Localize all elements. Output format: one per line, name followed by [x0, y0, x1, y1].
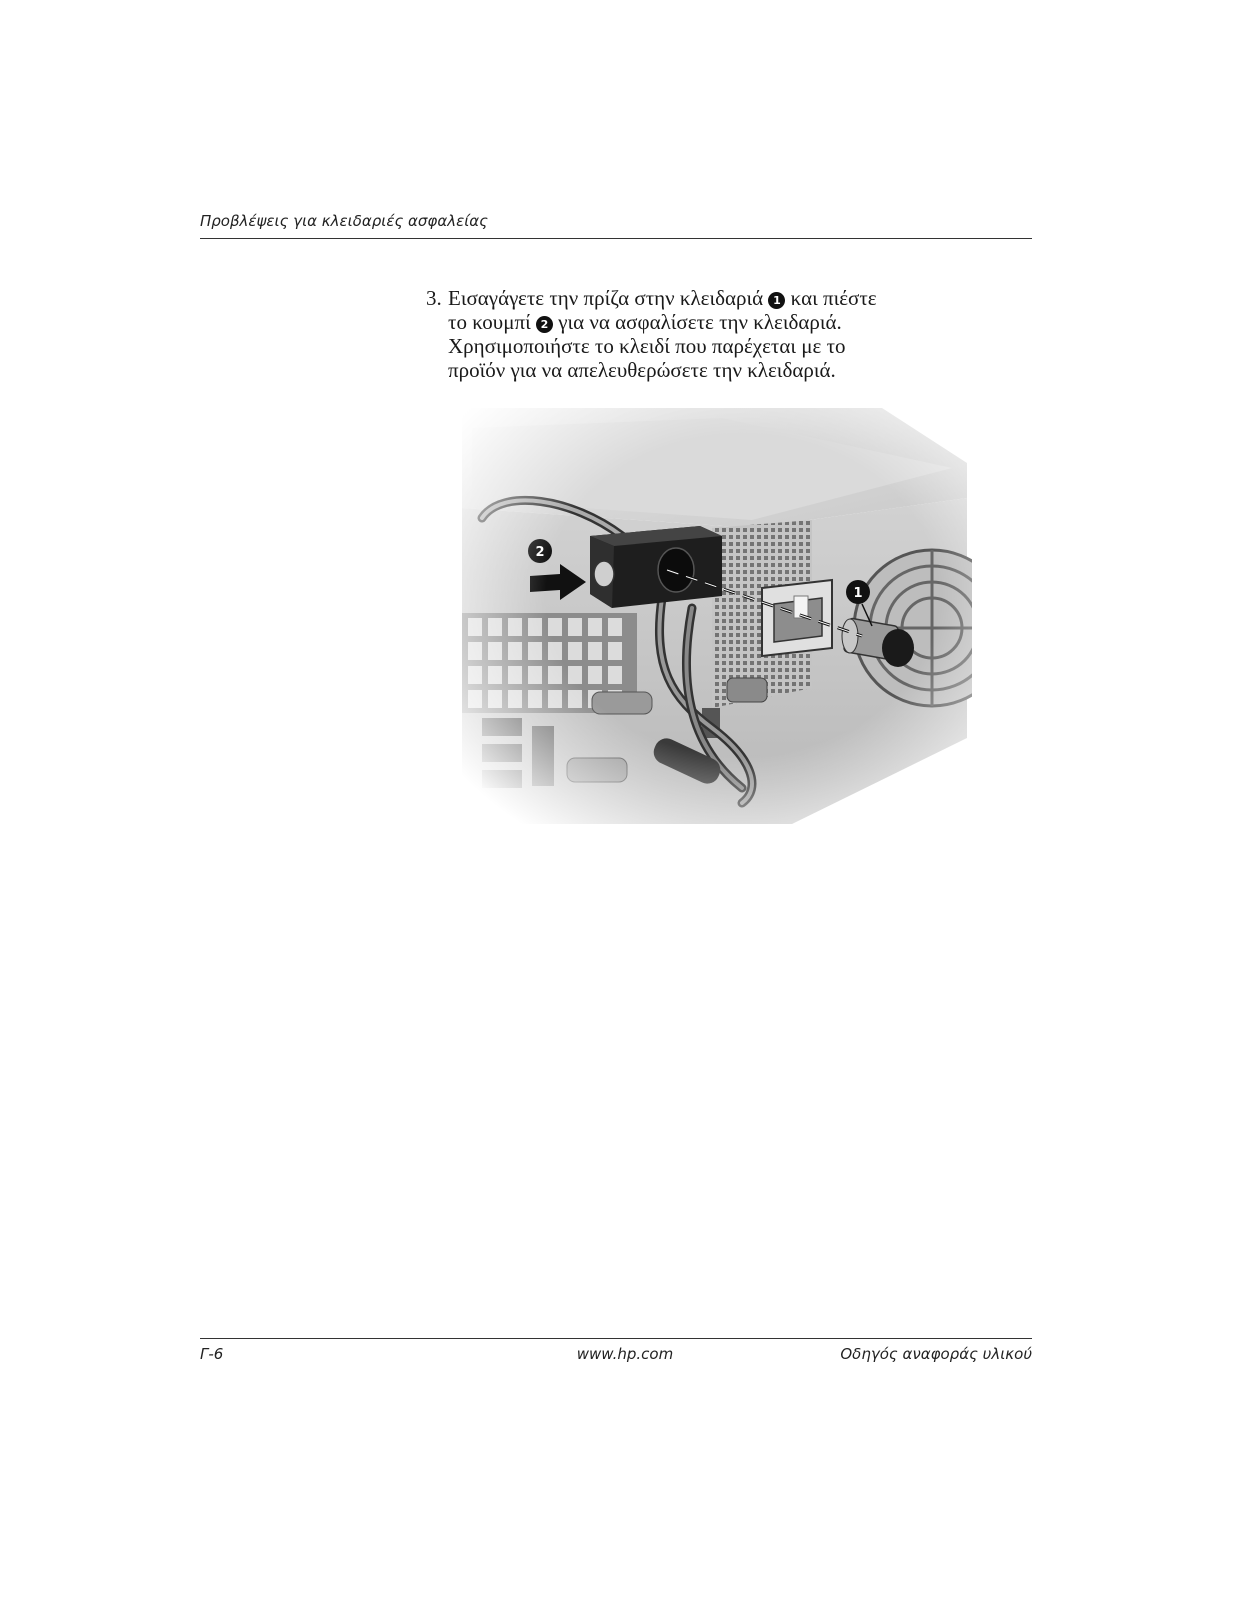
step-line-1-start: Εισαγάγετε την πρίζα στην κλειδαριά	[448, 286, 764, 310]
callout-2-badge: 2	[536, 316, 553, 333]
step-line-1	[448, 286, 986, 310]
cable-lock-illustration	[462, 408, 972, 824]
step-line-2-end: για να ασφαλίσετε την κλειδαριά.	[558, 310, 842, 334]
step-line-1-end: και πιέστε	[790, 286, 877, 310]
page-number: Γ-6	[200, 1345, 224, 1363]
step-line-2	[448, 310, 986, 334]
step-text	[448, 286, 986, 382]
step-number: 3.	[426, 286, 442, 310]
step-3-instruction	[426, 286, 986, 382]
vignette-overlay	[462, 408, 972, 824]
footer-divider	[200, 1338, 1032, 1339]
running-header: Προβλέψεις για κλειδαριές ασφαλείας	[200, 212, 488, 230]
footer-url: www.hp.com	[576, 1345, 674, 1363]
step-line-2-start: το κουμπί	[448, 310, 531, 334]
header-divider	[200, 238, 1032, 239]
guide-title: Οδηγός αναφοράς υλικού	[840, 1345, 1032, 1363]
callout-1-badge: 1	[768, 292, 785, 309]
step-line-3: Χρησιμοποιήστε το κλειδί που παρέχεται με το	[448, 334, 846, 358]
step-line-4: προϊόν για να απελευθερώσετε την κλειδαριά.	[448, 358, 836, 382]
